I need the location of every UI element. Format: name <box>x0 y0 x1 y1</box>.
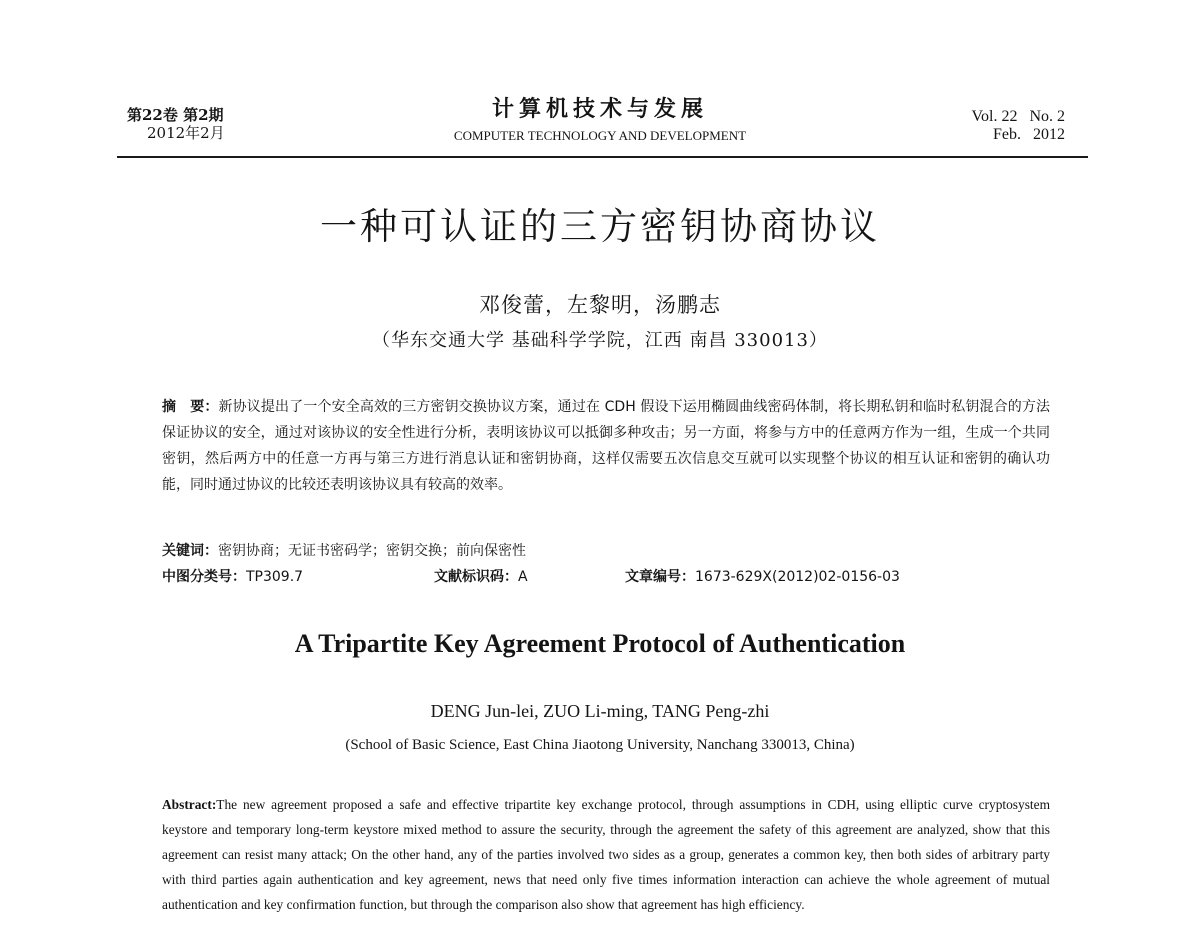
article-number-value: 1673-629X(2012)02-0156-03 <box>695 569 900 585</box>
date-en: Feb. 2012 <box>993 126 1065 143</box>
abstract-cn-text: 新协议提出了一个安全高效的三方密钥交换协议方案，通过在 CDH 假设下运用椭圆曲线密码体制，将长期私钥和临时私钥混合的方法保证协议的安全，通过对该协议的安全性进行分析，表明该协议可以抵御多种攻击；另一方面，将参与方中的任意两方作为一组，生成一个共同密钥，然后两方中的任意一方再与第三方进行消息认证和密钥协商，这样仅需要五次信息交互就可以实现整个协议的相互认证和密钥的确认功能，同时通过协议的比较还表明该协议具有较高的效率。 <box>162 399 1051 493</box>
journal-issue-en <box>972 108 1066 144</box>
paper-title-cn: 一种可认证的三方密钥协商协议 <box>320 205 880 248</box>
header-divider <box>117 156 1088 158</box>
keywords-cn <box>162 540 526 562</box>
date-cn: 2012年2月 <box>147 124 225 142</box>
clc-value: TP309.7 <box>246 569 304 585</box>
document-code <box>434 566 528 588</box>
journal-name-en: COMPUTER TECHNOLOGY AND DEVELOPMENT <box>453 128 747 143</box>
authors-cn: 邓俊蕾，左黎明，汤鹏志 <box>479 293 721 317</box>
journal-issue-cn <box>127 106 225 142</box>
authors-en: DENG Jun-lei, ZUO Li-ming, TANG Peng-zhi <box>430 701 770 721</box>
keywords-cn-label: 关键词： <box>162 543 218 559</box>
paper-title-en: A Tripartite Key Agreement Protocol of Authentication <box>294 629 906 658</box>
abstract-en <box>162 792 1050 917</box>
keywords-cn-text: 密钥协商；无证书密码学；密钥交换；前向保密性 <box>218 543 526 559</box>
clc-label: 中图分类号： <box>162 569 246 585</box>
abstract-en-label: Abstract: <box>162 797 217 812</box>
journal-masthead <box>380 96 820 145</box>
document-code-label: 文献标识码： <box>434 569 518 585</box>
abstract-cn-label: 摘 要： <box>162 399 219 415</box>
journal-name-cn: 计算机技术与发展 <box>491 97 708 122</box>
article-number-label: 文章编号： <box>625 569 695 585</box>
affiliation-cn: （华东交通大学 基础科学学院，江西 南昌 330013） <box>372 330 828 351</box>
article-number <box>625 566 900 588</box>
volume-issue-cn: 第22卷 第2期 <box>127 106 224 124</box>
volume-issue-en: Vol. 22 No. 2 <box>971 108 1065 125</box>
affiliation-en: (School of Basic Science, East China Jiaotong University, Nanchang 330013, China) <box>345 737 855 753</box>
abstract-en-text: The new agreement proposed a safe and effective tripartite key exchange protocol, through assumptions in CDH, using elliptic curve cryptosystem keystore and temporary long-term keystore mixed method to assure the security, through the agreement the safety of this agreement are analyzed, show that this agreement can resist many attack; On the other hand, any of the parties involved two sides as a group, generates a common key, then both sides of arbitrary party with third parties again authentication and key agreement, news that need only five times information interaction can achieve the whole agreement of mutual authentication and key confirmation function, but through the comparison also show that agreement has high efficiency. <box>162 797 1050 912</box>
document-code-value: A <box>518 569 528 585</box>
abstract-cn <box>162 394 1050 498</box>
clc-number <box>162 566 303 588</box>
